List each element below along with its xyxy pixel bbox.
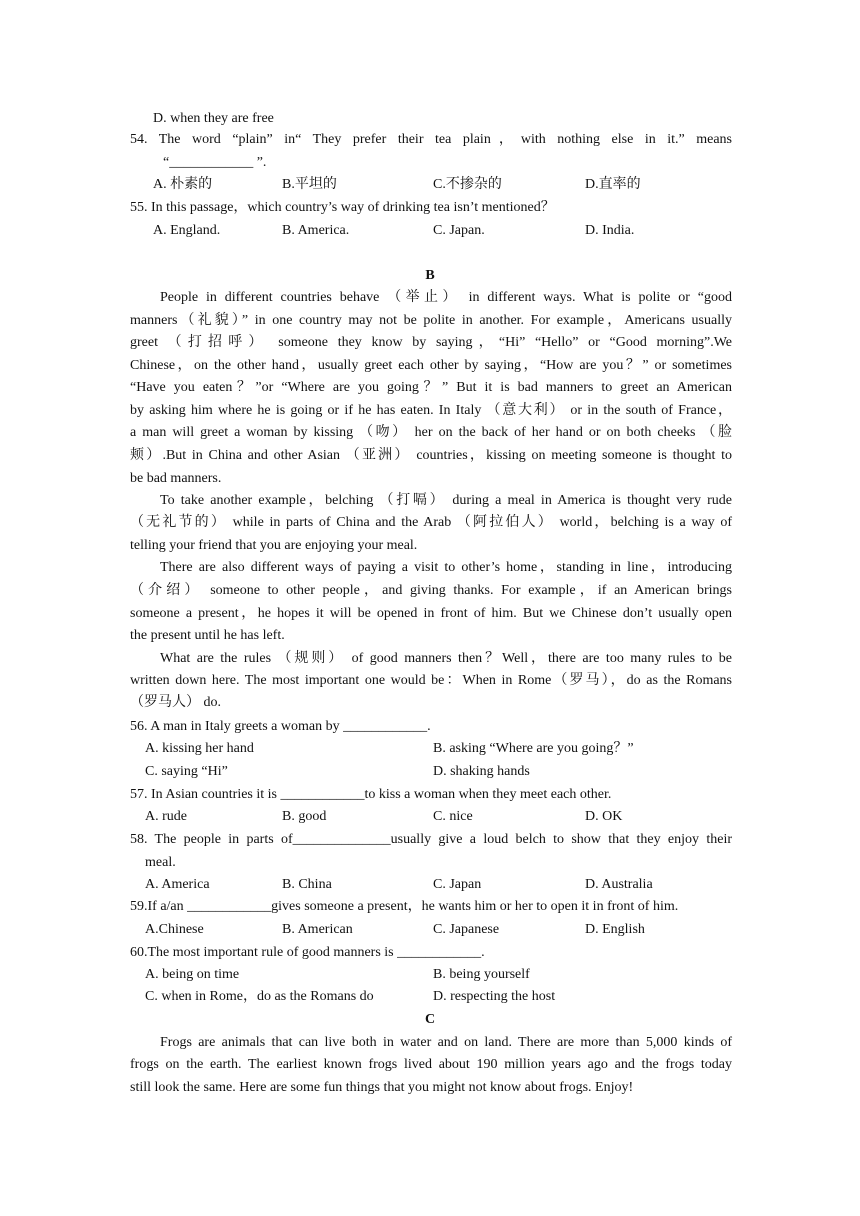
passage-b-line: by asking him where he is going or if he has eaten. In Italy （意大利） or in the south of France，: [130, 403, 732, 418]
passage-b-line: written down here. The most important one would be：When in Rome（罗马），do as the Romans: [130, 673, 732, 688]
passage-b-line: （无礼节的） while in parts of China and the Arab （阿拉伯人） world，belching is a way of: [130, 515, 732, 530]
q60-option-c: C. when in Rome，do as the Romans do: [145, 989, 374, 1004]
q57-option-b: B. good: [282, 809, 327, 824]
q56-option-a: A. kissing her hand: [145, 741, 254, 756]
passage-b-line: manners（礼貌）” in one country may not be polite in another. For example，Americans usually: [130, 313, 732, 328]
passage-c-line: frogs on the earth. The earliest known frogs lived about 190 million years ago and the frogs today: [130, 1057, 732, 1072]
passage-b-line: To take another example，belching （打嗝） during a meal in America is thought very rude: [160, 493, 732, 508]
passage-b-line: （介绍） someone to other people，and giving thanks. For example，if an American brings: [130, 583, 732, 598]
passage-b-line: someone a present，he hopes it will be opened in front of him. But we Chinese don’t usually open: [130, 606, 732, 621]
section-c-heading: C: [424, 1012, 436, 1027]
q54-option-c: C.不掺杂的: [433, 177, 502, 192]
passage-b-line: Chinese，on the other hand，usually greet each other by saying，“How are you？” or sometimes: [130, 358, 732, 373]
q56-stem: 56. A man in Italy greets a woman by ____________.: [130, 719, 431, 734]
q58-stem-line1: 58. The people in parts of______________usually give a loud belch to show that they enjoy their: [130, 832, 732, 847]
q60-stem: 60.The most important rule of good manners is ____________.: [130, 945, 485, 960]
passage-b-line: People in different countries behave （举止） in different ways. What is polite or “good: [160, 290, 732, 305]
q55-stem: 55. In this passage，which country’s way of drinking tea isn’t mentioned？: [130, 200, 555, 215]
q54-option-b: B.平坦的: [282, 177, 337, 192]
q57-option-d: D. OK: [585, 809, 623, 824]
passage-b-line: a man will greet a woman by kissing （吻） her on the back of her hand or on both cheeks （脸: [130, 425, 732, 440]
q58-option-b: B. China: [282, 877, 332, 892]
q54-stem-line1: 54. The word “plain” in“ They prefer their tea plain，with nothing else in it.” means: [130, 132, 732, 147]
q55-option-d: D. India.: [585, 223, 635, 238]
q59-option-b: B. American: [282, 922, 353, 937]
passage-b-line: greet （打招呼） someone they know by saying，“Hi” “Hello” or “Good morning”.We: [130, 335, 732, 350]
q59-option-a: A.Chinese: [145, 922, 204, 937]
passage-b-line: the present until he has left.: [130, 628, 285, 643]
q56-option-b: B. asking “Where are you going？”: [433, 741, 634, 756]
q55-option-b: B. America.: [282, 223, 350, 238]
passage-c-line: Frogs are animals that can live both in water and on land. There are more than 5,000 kinds of: [160, 1035, 732, 1050]
q59-option-c: C. Japanese: [433, 922, 500, 937]
q60-option-a: A. being on time: [145, 967, 240, 982]
q55-option-c: C. Japan.: [433, 223, 485, 238]
q56-option-d: D. shaking hands: [433, 764, 530, 779]
q54-option-d: D.直率的: [585, 177, 641, 192]
q57-option-a: A. rude: [145, 809, 187, 824]
q54-option-a: A. 朴素的: [153, 177, 213, 192]
q53-option-d: D. when they are free: [153, 111, 274, 126]
q57-stem: 57. In Asian countries it is ____________to kiss a woman when they meet each other.: [130, 787, 612, 802]
q58-option-d: D. Australia: [585, 877, 653, 892]
q58-option-a: A. America: [145, 877, 210, 892]
q60-option-d: D. respecting the host: [433, 989, 556, 1004]
q59-stem: 59.If a/an ____________gives someone a present，he wants him or her to open it in front of him.: [130, 899, 679, 914]
q57-option-c: C. nice: [433, 809, 473, 824]
passage-b-line: （罗马人） do.: [130, 695, 221, 710]
q59-option-d: D. English: [585, 922, 645, 937]
passage-b-line: telling your friend that you are enjoying your meal.: [130, 538, 418, 553]
q56-option-c: C. saying “Hi”: [145, 764, 228, 779]
q54-stem-line2: “____________ ”.: [163, 155, 267, 170]
passage-b-line: 颊）.But in China and other Asian （亚洲） countries，kissing on meeting someone is thought to: [130, 448, 732, 463]
passage-b-line: “Have you eaten？”or “Where are you going？” But it is bad manners to greet an American: [130, 380, 732, 395]
section-b-heading: B: [425, 268, 435, 283]
passage-b-line: There are also different ways of paying a visit to other’s home，standing in line，introducing: [160, 560, 732, 575]
q60-option-b: B. being yourself: [433, 967, 530, 982]
passage-b-line: be bad manners.: [130, 471, 222, 486]
passage-b-line: What are the rules （规则） of good manners then？Well，there are too many rules to be: [160, 651, 732, 666]
q58-option-c: C. Japan: [433, 877, 482, 892]
passage-c-line: still look the same. Here are some fun things that you might not know about frogs. Enjoy!: [130, 1080, 634, 1095]
q55-option-a: A. England.: [153, 223, 221, 238]
q58-stem-line2: meal.: [145, 855, 176, 870]
